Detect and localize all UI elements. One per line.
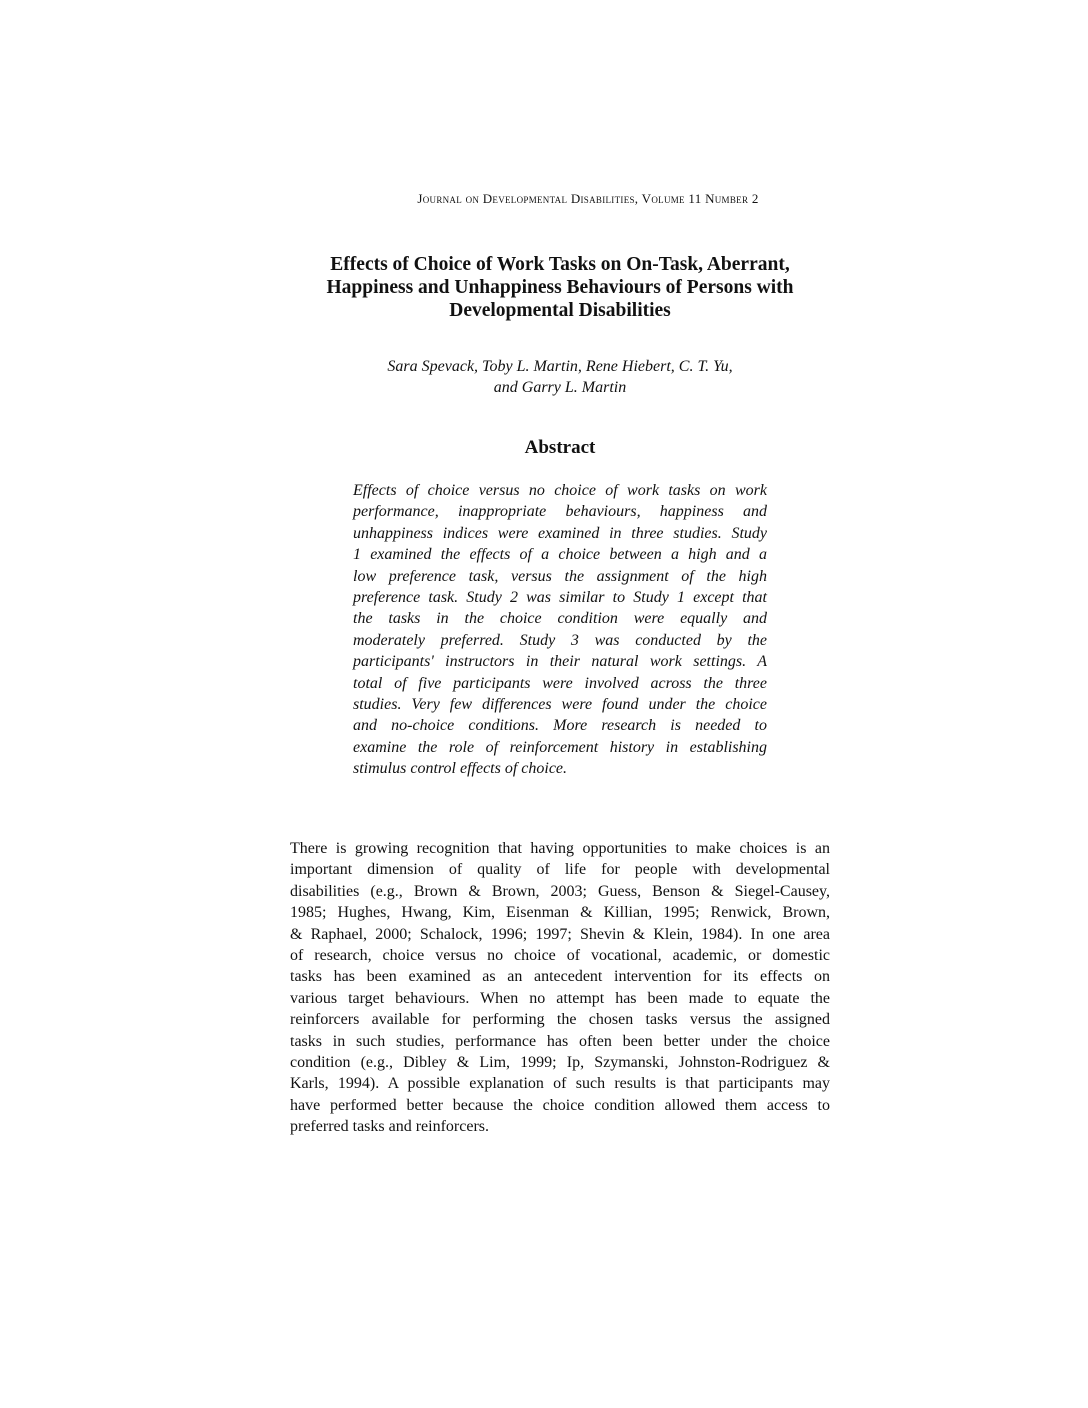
- author-list: [290, 356, 830, 398]
- abstract-line: unhappiness indices were examined in three studies. Study: [353, 524, 767, 542]
- title-line: Effects of Choice of Work Tasks on On-Task, Aberrant,: [330, 254, 790, 275]
- body-line: 1985; Hughes, Hwang, Kim, Eisenman & Killian, 1995; Renwick, Brown,: [290, 904, 830, 922]
- body-line: preferred tasks and reinforcers.: [290, 1118, 490, 1136]
- abstract-line: Effects of choice versus no choice of work tasks on work: [353, 482, 767, 499]
- body-line: tasks in such studies, performance has often been better under the choice: [290, 1032, 830, 1050]
- abstract-line: studies. Very few differences were found under the choice: [353, 696, 767, 714]
- abstract-line: preference task. Study 2 was similar to Study 1 except that: [353, 589, 767, 607]
- body-line: Karls, 1994). A possible explanation of such results is that participants may: [290, 1075, 830, 1093]
- body-line: There is growing recognition that having opportunities to make choices is an: [290, 840, 830, 857]
- abstract-line: total of five participants were involved across the three: [353, 674, 767, 692]
- body-line: disabilities (e.g., Brown & Brown, 2003; Guess, Benson & Siegel-Causey,: [290, 882, 830, 900]
- title-line: Happiness and Unhappiness Behaviours of Persons with: [326, 277, 794, 298]
- abstract-paragraph: [353, 480, 767, 780]
- author-line: and Garry L. Martin: [493, 379, 627, 396]
- body-line: & Raphael, 2000; Schalock, 1996; 1997; Shevin & Klein, 1984). In one area: [290, 925, 830, 943]
- abstract-line: the tasks in the choice condition were equally and: [353, 610, 767, 628]
- abstract-line: examine the role of reinforcement history in establishing: [353, 738, 767, 756]
- running-head: Journal on Developmental Disabilities, Volume 11 Number 2: [417, 191, 759, 206]
- abstract-heading: Abstract: [524, 437, 596, 458]
- body-paragraph: [290, 838, 830, 1138]
- body-line: of research, choice versus no choice of vocational, academic, or domestic: [290, 947, 830, 965]
- title-line: Developmental Disabilities: [449, 300, 671, 321]
- abstract-line: performance, inappropriate behaviours, happiness and: [353, 503, 767, 521]
- body-line: reinforcers available for performing the chosen tasks versus the assigned: [290, 1011, 830, 1029]
- abstract-line: 1 examined the effects of a choice between a high and a: [353, 546, 767, 564]
- abstract-line: low preference task, versus the assignment of the high: [353, 567, 767, 585]
- body-line: condition (e.g., Dibley & Lim, 1999; Ip, Szymanski, Johnston-Rodriguez &: [290, 1054, 830, 1072]
- abstract-line: stimulus control effects of choice.: [353, 760, 568, 778]
- body-line: tasks has been examined as an antecedent intervention for its effects on: [290, 968, 830, 986]
- abstract-line: and no-choice conditions. More research is needed to: [353, 717, 767, 735]
- article-title: [280, 253, 840, 322]
- body-line: have performed better because the choice condition allowed them access to: [290, 1096, 830, 1114]
- abstract-line: participants' instructors in their natural work settings. A: [353, 653, 767, 671]
- body-line: various target behaviours. When no attempt has been made to equate the: [290, 989, 830, 1007]
- author-line: Sara Spevack, Toby L. Martin, Rene Hiebert, C. T. Yu,: [387, 358, 733, 375]
- body-line: important dimension of quality of life for people with developmental: [290, 861, 830, 879]
- abstract-line: moderately preferred. Study 3 was conducted by the: [353, 631, 767, 649]
